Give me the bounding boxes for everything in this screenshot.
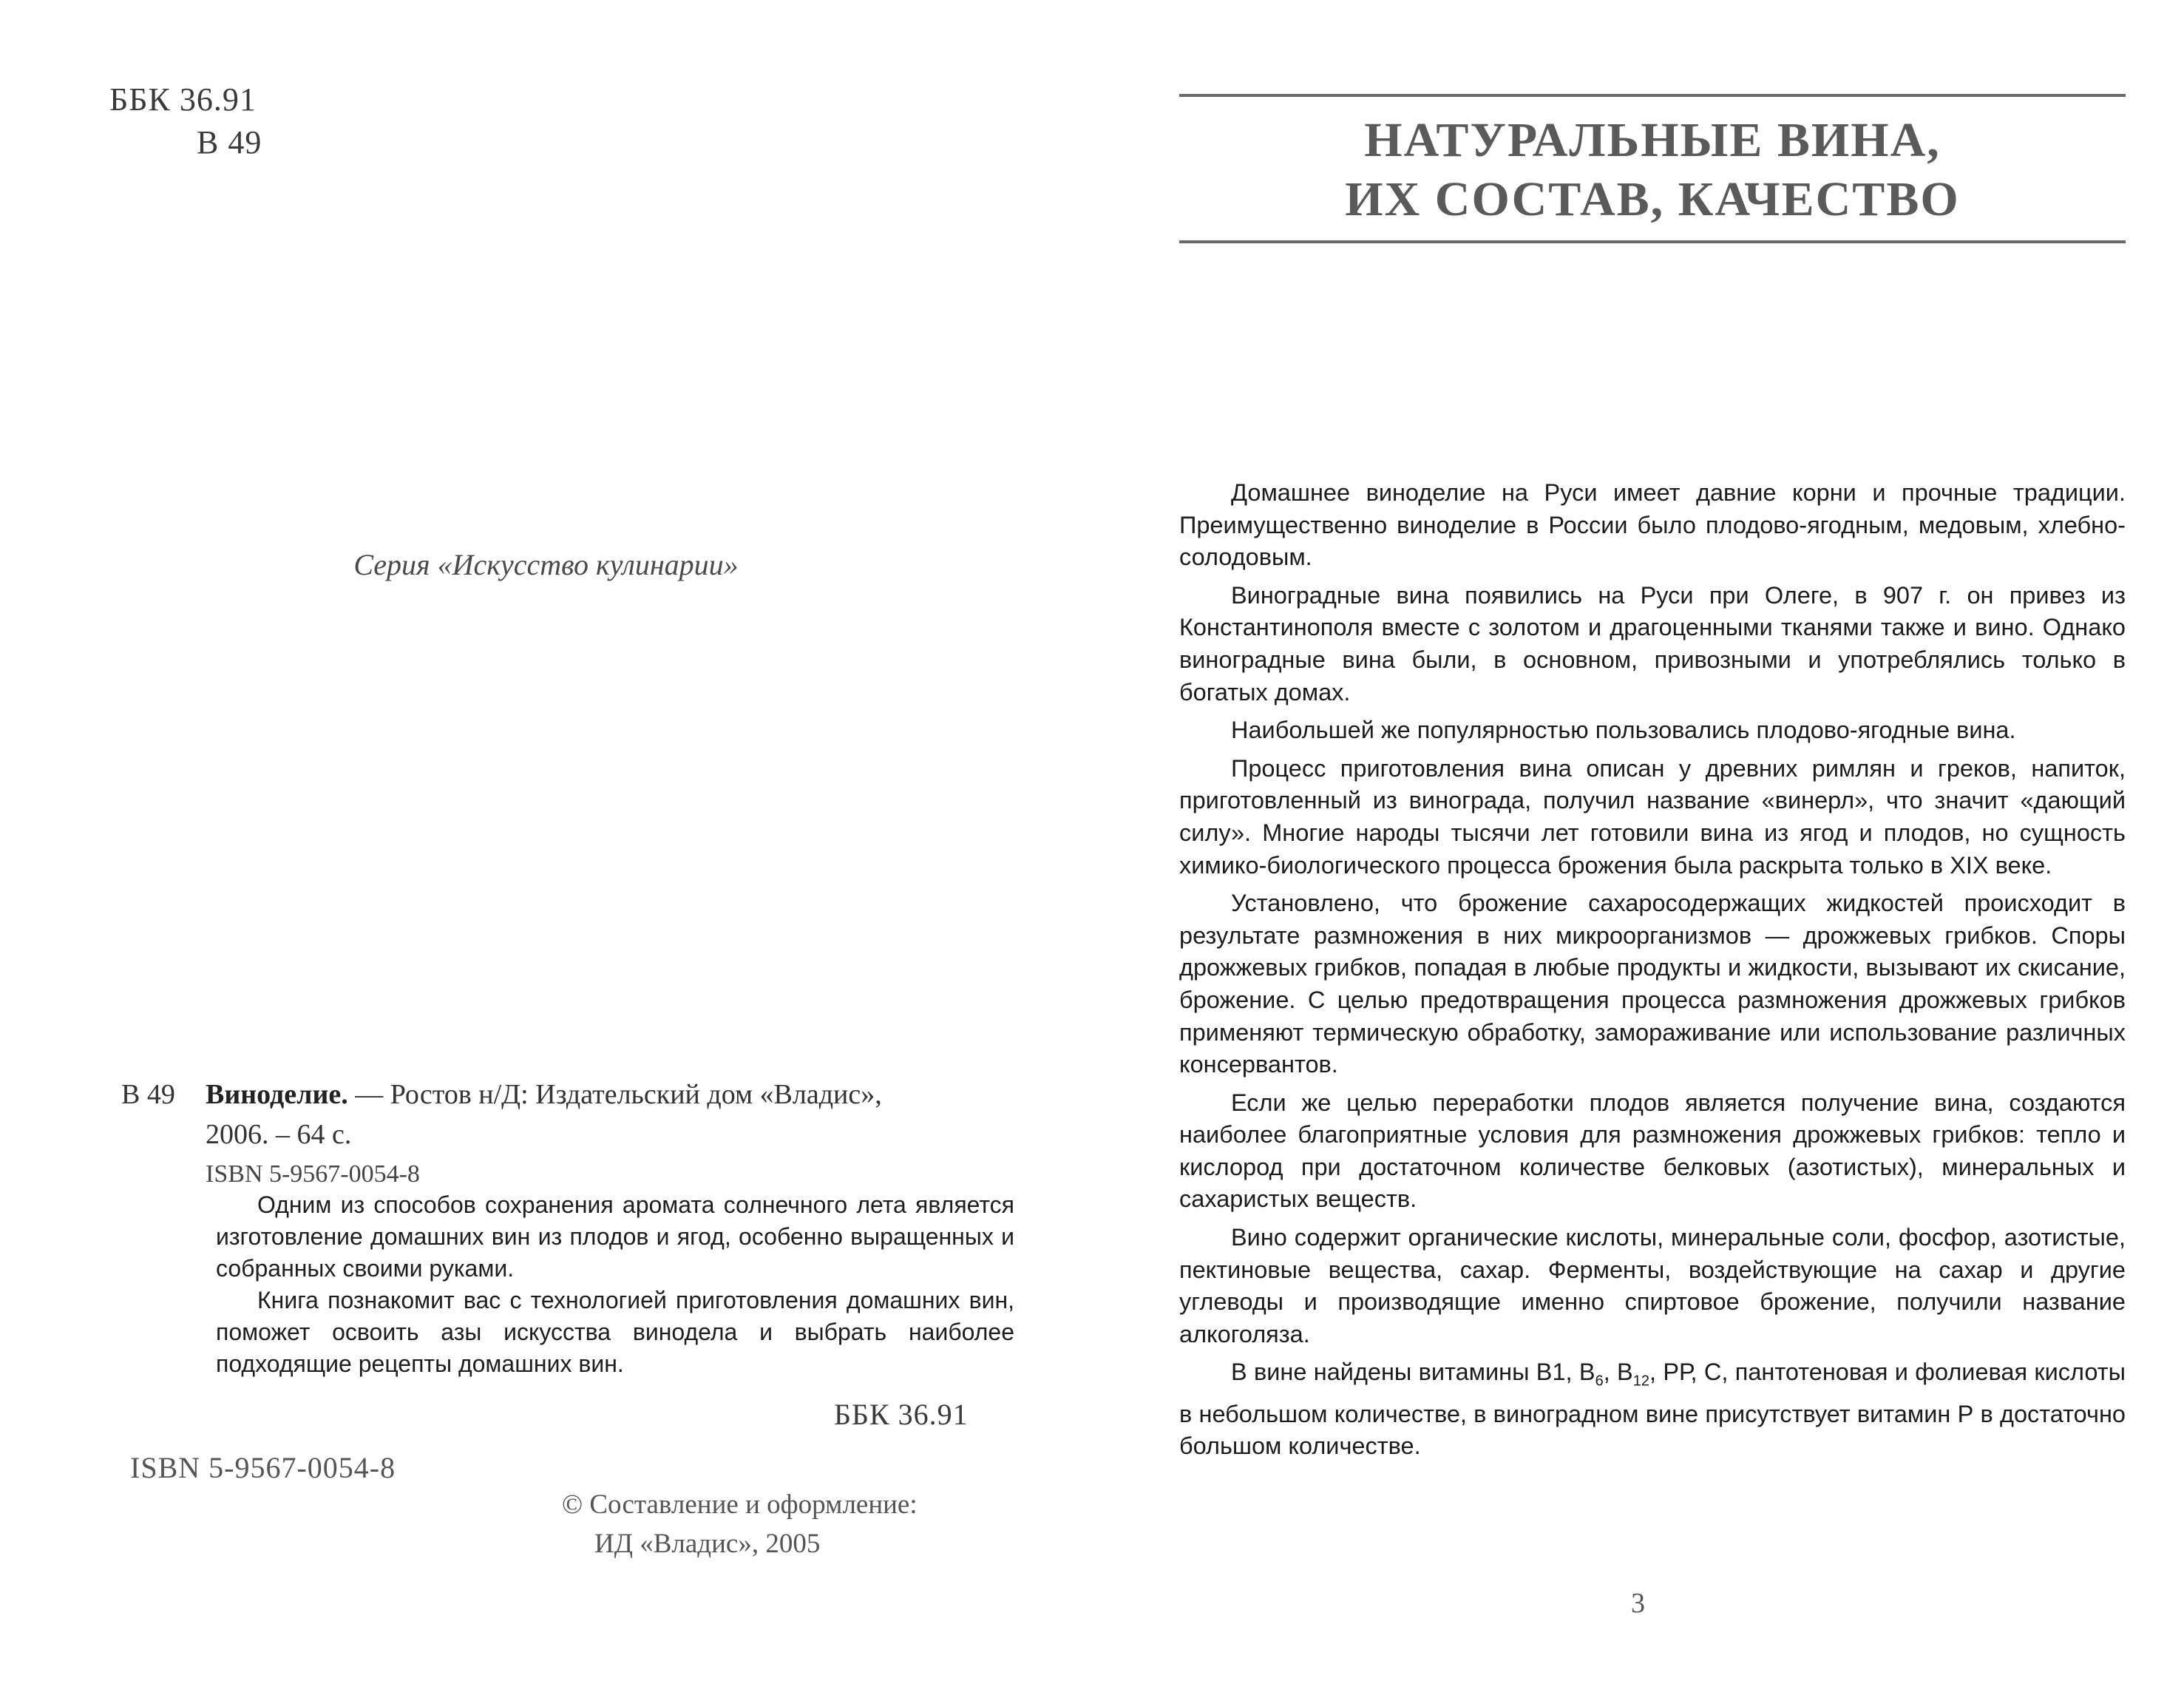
record-title: Виноделие. bbox=[206, 1079, 348, 1110]
body-paragraph: Если же целью переработки плодов является получение вина, создаются наиболее благоприятные условия для размножения дрожжевых грибков: тепло и кислород при достаточном количестве белковых (азотистых), минеральных и сахаристых веществ. bbox=[1179, 1089, 2126, 1213]
title-rule-top bbox=[1179, 94, 2126, 97]
bbk-code: ББК 36.91 bbox=[109, 81, 257, 118]
vitamins-text: В вине найдены витамины В1, В bbox=[1231, 1359, 1595, 1386]
bbk-index-top bbox=[109, 78, 262, 164]
copyright-holder: ИД «Владис», 2005 bbox=[594, 1529, 821, 1559]
body-paragraph: Домашнее виноделие на Руси имеет давние корни и прочные традиции. Преимущественно виноделие в России было плодово-ягодным, медовым, хлебно-солодовым. bbox=[1179, 479, 2126, 571]
chapter-title-line: НАТУРАЛЬНЫЕ ВИНА, bbox=[1364, 113, 1941, 167]
record-heading bbox=[206, 1075, 1019, 1114]
vitamin-subscript: 6 bbox=[1595, 1373, 1604, 1390]
chapter-title-line: ИХ СОСТАВ, КАЧЕСТВО bbox=[1345, 172, 1960, 226]
copyright-line: © Составление и оформление: bbox=[562, 1489, 918, 1520]
isbn: ISBN 5-9567-0054-8 bbox=[130, 1451, 396, 1484]
bbk-index-bottom: ББК 36.91 bbox=[834, 1398, 969, 1431]
vitamins-text: , В bbox=[1603, 1359, 1633, 1386]
chapter-body bbox=[1179, 477, 2126, 1469]
vitamins-text: , РР, С, пантотеновая и фолиевая кислоты в небольшом количестве, в виноградном вине присутствует витамин Р в достаточно большом количестве. bbox=[1179, 1359, 2126, 1460]
title-rule-bottom bbox=[1179, 240, 2126, 243]
chapter-title bbox=[1179, 111, 2126, 229]
vitamin-subscript: 12 bbox=[1632, 1373, 1649, 1390]
body-paragraph: Виноградные вина появились на Руси при Олеге, в 907 г. он привез из Константинополя вместе с золотом и драгоценными тканями также и вино. Однако виноградные вина были, в основном, привозными и употреблялись только в богатых домах. bbox=[1179, 581, 2126, 706]
body-paragraph: Установлено, что брожение сахаросодержащих жидкостей происходит в результате размножения в них микроорганизмов — дрожжевых грибков. Споры дрожжевых грибков, попадая в любые продукты и жидкости, вызывают их скисание, брожение. С целью предотвращения процесса размножения дрожжевых грибков применяют термическую обработку, замораживание или использование различных консервантов. bbox=[1179, 890, 2126, 1078]
series-title: Серия «Искусство кулинарии» bbox=[353, 548, 739, 581]
vitamins-paragraph bbox=[1179, 1356, 2126, 1462]
annotation bbox=[216, 1189, 1014, 1380]
annotation-paragraph: Одним из способов сохранения аромата солнечного лета является изготовление домашних вин из плодов и ягод, особенно выращенных и собранных своими руками. bbox=[216, 1191, 1014, 1282]
body-paragraph: Наибольшей же популярностью пользовались плодово-ягодные вина. bbox=[1231, 717, 2016, 744]
record-code: В 49 bbox=[121, 1079, 175, 1110]
author-mark: В 49 bbox=[197, 124, 262, 160]
record-publisher: — Ростов н/Д: Издательский дом «Владис», bbox=[347, 1079, 882, 1110]
page-number: 3 bbox=[1631, 1588, 1645, 1619]
record-isbn: ISBN 5-9567-0054-8 bbox=[206, 1160, 420, 1188]
copyright-notice bbox=[562, 1485, 918, 1563]
record-year-pages: 2006. – 64 с. bbox=[206, 1119, 352, 1150]
body-paragraph: Вино содержит органические кислоты, минеральные соли, фосфор, азотистые, пектиновые вещества, сахар. Ферменты, воздействующие на сахар и другие углеводы и производящие именно спиртовое брожение, получили название алкоголяза. bbox=[1179, 1224, 2126, 1347]
body-paragraph: Процесс приготовления вина описан у древних римлян и греков, напиток, приготовленный из винограда, получил название «винерл», что значит «дающий силу». Многие народы тысячи лет готовили вина из ягод и плодов, но сущность химико-биологического процесса брожения была раскрыта только в XIX веке. bbox=[1179, 754, 2126, 879]
right-page bbox=[1092, 0, 2184, 1698]
annotation-paragraph: Книга познакомит вас с технологией приготовления домашних вин, поможет освоить азы искусства винодела и выбрать наиболее подходящие рецепты домашних вин. bbox=[216, 1287, 1014, 1377]
